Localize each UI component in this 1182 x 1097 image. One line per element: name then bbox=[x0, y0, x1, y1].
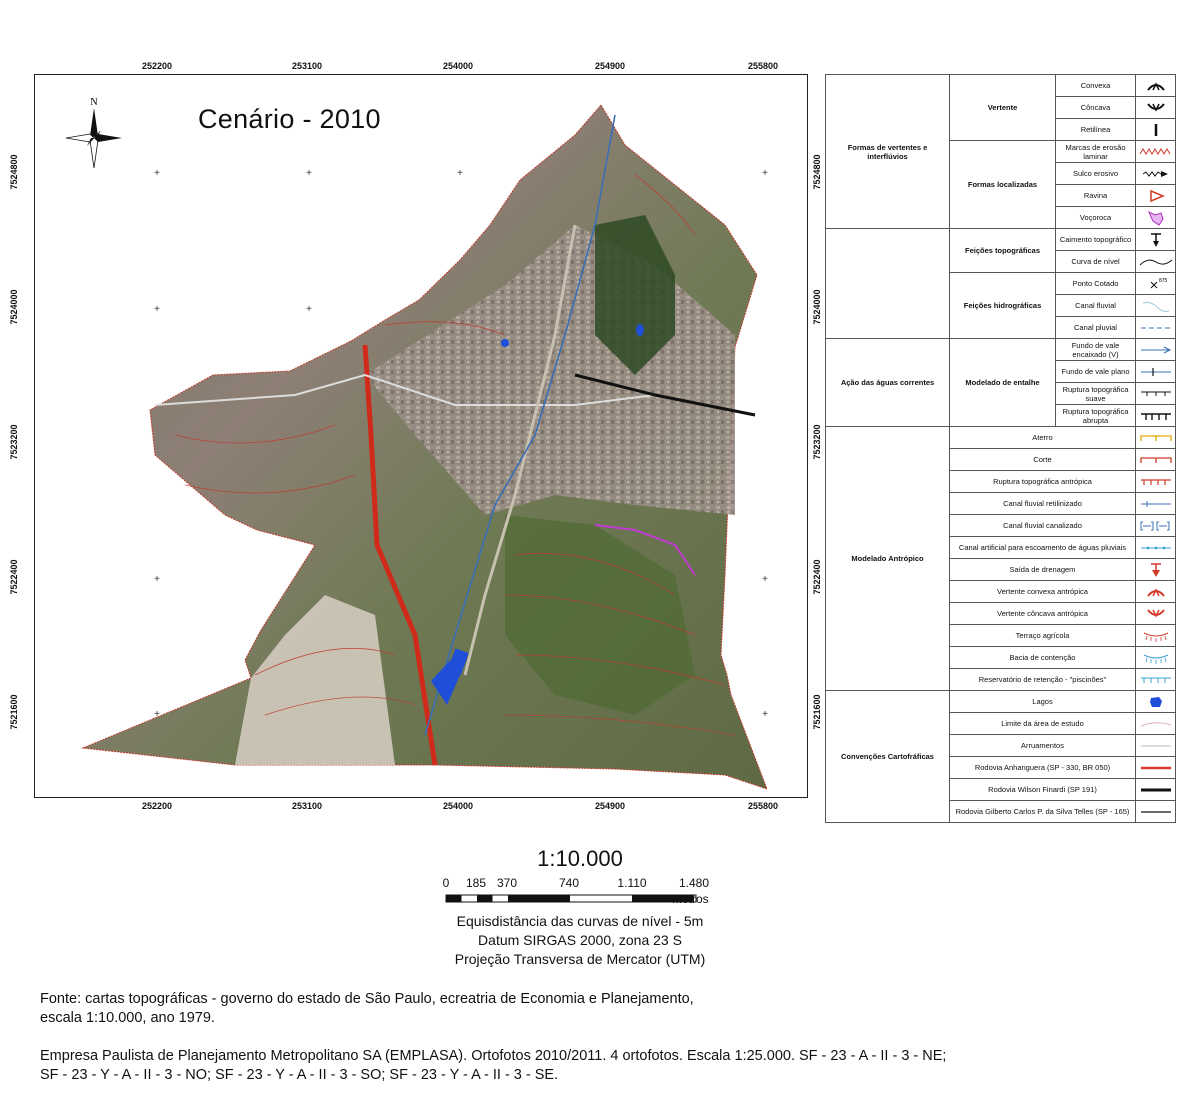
legend-item-label: Ruptura topográfica abrupta bbox=[1056, 405, 1136, 427]
y-tick-label: 7524000 bbox=[9, 289, 19, 325]
slope-direction-icon bbox=[1136, 229, 1176, 251]
scale-tick-label: 1.480 bbox=[678, 876, 710, 890]
lake bbox=[501, 339, 509, 347]
soft-break-icon bbox=[1136, 383, 1176, 405]
grid-mark: + bbox=[154, 709, 160, 720]
gully-icon bbox=[1136, 207, 1176, 229]
legend-item-label: Voçoroca bbox=[1056, 207, 1136, 229]
anthropic-break-icon bbox=[1136, 471, 1176, 493]
wilson-line-icon bbox=[1136, 779, 1176, 801]
source-text bbox=[40, 990, 1160, 1085]
y-tick-label: 7522400 bbox=[812, 559, 822, 595]
scale-tick-label: 0 bbox=[442, 876, 450, 890]
laminar-erosion-icon bbox=[1136, 141, 1176, 163]
y-tick-label: 7522400 bbox=[9, 559, 19, 595]
anhanguera-line-icon bbox=[1136, 757, 1176, 779]
x-tick-label: 254900 bbox=[594, 61, 626, 71]
landfill-icon bbox=[1136, 427, 1176, 449]
legend-item-label: Curva de nível bbox=[1056, 251, 1136, 273]
x-tick-label: 254900 bbox=[594, 801, 626, 811]
source-line: SF - 23 - Y - A - II - 3 - NO; SF - 23 - Y - A - II - 3 - SO; SF - 23 - Y - A - II - 3 - SE. bbox=[40, 1067, 559, 1083]
pluvial-channel-icon bbox=[1136, 317, 1176, 339]
legend-item-label: Rodovia Gilberto Carlos P. da Silva Telles (SP - 165) bbox=[950, 801, 1136, 823]
legend-item-label: Fundo de vale plano bbox=[1056, 361, 1136, 383]
note-line: Projeção Transversa de Mercator (UTM) bbox=[454, 951, 706, 967]
note-line: Equisdistância das curvas de nível - 5m bbox=[456, 913, 704, 929]
legend-item-label: Retilínea bbox=[1056, 119, 1136, 141]
legend-item-label: Limite da área de estudo bbox=[950, 713, 1136, 735]
x-tick-label: 253100 bbox=[291, 61, 323, 71]
y-tick-label: 7523200 bbox=[9, 424, 19, 460]
x-tick-label: 252200 bbox=[141, 61, 173, 71]
legend-subcat-modelado-entalhe: Modelado de entalhe bbox=[950, 339, 1056, 427]
north-arrow-icon bbox=[63, 96, 125, 168]
legend-item-label: Rodovia Anhanguera (SP - 330, BR 050) bbox=[950, 757, 1136, 779]
x-tick-label: 253100 bbox=[291, 801, 323, 811]
agricultural-terrace-icon bbox=[1136, 625, 1176, 647]
legend-item-label: Canal pluvial bbox=[1056, 317, 1136, 339]
ravine-icon bbox=[1136, 185, 1176, 207]
legend-item-label: Vertente convexa antrópica bbox=[950, 581, 1136, 603]
grid-mark: + bbox=[154, 168, 160, 179]
field-area bbox=[235, 595, 395, 765]
channelized-icon bbox=[1136, 515, 1176, 537]
legend-item-label: Côncava bbox=[1056, 97, 1136, 119]
source-line: Empresa Paulista de Planejamento Metropolitano SA (EMPLASA). Ortofotos 2010/2011. 4 ortofotos. Escala 1:25.000. SF - 23 - A - II - 3 - NE; bbox=[40, 1048, 947, 1064]
north-label: N bbox=[90, 97, 98, 108]
legend-item-label: Aterro bbox=[950, 427, 1136, 449]
v-valley-icon bbox=[1136, 339, 1176, 361]
scale-bar-graphic bbox=[444, 892, 704, 904]
map-title: Cenário - 2010 bbox=[198, 104, 381, 134]
legend-subcat-vertente: Vertente bbox=[950, 75, 1056, 141]
x-tick-label: 255800 bbox=[747, 801, 779, 811]
lake-icon bbox=[1136, 691, 1176, 713]
legend-spacer bbox=[826, 317, 950, 339]
contour-line-icon bbox=[1136, 251, 1176, 273]
drainage-outlet-icon bbox=[1136, 559, 1176, 581]
lake bbox=[636, 324, 644, 336]
reservoir-icon bbox=[1136, 669, 1176, 691]
legend-subcat-feicoes-topo: Feições topográficas bbox=[950, 229, 1056, 273]
source-line: Fonte: cartas topográficas - governo do estado de São Paulo, ecreatria de Economia e Planejamento, bbox=[40, 991, 694, 1007]
legend-table bbox=[825, 74, 1176, 823]
scale-tick-label: 740 bbox=[558, 876, 580, 890]
scale-units: Metros bbox=[672, 892, 709, 906]
x-tick-label: 252200 bbox=[141, 801, 173, 811]
legend-subcat-feicoes-hidro: Feições hidrográficas bbox=[950, 273, 1056, 339]
legend-spacer bbox=[826, 229, 950, 251]
legend-item-label: Canal fluvial canalizado bbox=[950, 515, 1136, 537]
legend-cat-formas-vertentes: Formas de vertentes e interflúvios bbox=[826, 75, 950, 229]
grid-mark: + bbox=[306, 304, 312, 315]
legend-item-label: Canal artificial para escoamento de águas pluviais bbox=[950, 537, 1136, 559]
y-tick-label: 7523200 bbox=[812, 424, 822, 460]
y-tick-label: 7524800 bbox=[812, 154, 822, 190]
legend-item-label: Ravina bbox=[1056, 185, 1136, 207]
y-tick-label: 7521600 bbox=[812, 694, 822, 730]
legend-cat-modelado-antropico: Modelado Antrópico bbox=[826, 427, 950, 691]
legend-item-label: Rodovia Wilson Finardi (SP 191) bbox=[950, 779, 1136, 801]
erosion-furrow-icon bbox=[1136, 163, 1176, 185]
legend-item-label: Fundo de vale encaixado (V) bbox=[1056, 339, 1136, 361]
grid-mark: + bbox=[154, 574, 160, 585]
scale-tick-label: 1.110 bbox=[617, 876, 647, 890]
legend-item-label: Corte bbox=[950, 449, 1136, 471]
scale-tick-label: 185 bbox=[465, 876, 487, 890]
flat-valley-icon bbox=[1136, 361, 1176, 383]
map-canvas bbox=[35, 75, 807, 797]
source-spacer bbox=[40, 1028, 1160, 1047]
abrupt-break-icon bbox=[1136, 405, 1176, 427]
source-line: escala 1:10.000, ano 1979. bbox=[40, 1010, 215, 1026]
legend-item-label: Canal fluvial bbox=[1056, 295, 1136, 317]
anthropic-convex-icon bbox=[1136, 581, 1176, 603]
legend-spacer bbox=[826, 251, 950, 273]
legend-item-label: Ruptura topográfica suave bbox=[1056, 383, 1136, 405]
scale-ratio: 1:10.000 bbox=[537, 846, 623, 871]
legend-item-label: Canal fluvial retilinizado bbox=[950, 493, 1136, 515]
fluvial-channel-icon bbox=[1136, 295, 1176, 317]
x-tick-label: 255800 bbox=[747, 61, 779, 71]
grid-mark: + bbox=[306, 168, 312, 179]
y-tick-label: 7524000 bbox=[812, 289, 822, 325]
legend-cat-convencoes: Convenções Cartofráficas bbox=[826, 691, 950, 823]
grid-mark: + bbox=[762, 709, 768, 720]
convex-slope-icon bbox=[1136, 75, 1176, 97]
y-tick-label: 7524800 bbox=[9, 154, 19, 190]
legend-item-label: Ponto Cotado bbox=[1056, 273, 1136, 295]
grid-mark: + bbox=[762, 574, 768, 585]
legend bbox=[825, 74, 1175, 816]
y-tick-label: 7521600 bbox=[9, 694, 19, 730]
legend-spacer bbox=[826, 273, 950, 295]
legend-cat-acao-aguas: Ação das águas correntes bbox=[826, 339, 950, 427]
grid-mark: + bbox=[457, 168, 463, 179]
gilberto-line-icon bbox=[1136, 801, 1176, 823]
anthropic-concave-icon bbox=[1136, 603, 1176, 625]
legend-item-label: Vertente côncava antrópica bbox=[950, 603, 1136, 625]
legend-item-label: Terraço agrícola bbox=[950, 625, 1136, 647]
legend-spacer bbox=[826, 295, 950, 317]
concave-slope-icon bbox=[1136, 97, 1176, 119]
straight-slope-icon bbox=[1136, 119, 1176, 141]
x-tick-label: 254000 bbox=[442, 61, 474, 71]
legend-item-label: Arruamentos bbox=[950, 735, 1136, 757]
map-notes bbox=[0, 912, 1160, 969]
note-line: Datum SIRGAS 2000, zona 23 S bbox=[478, 932, 682, 948]
legend-item-label: Lagos bbox=[950, 691, 1136, 713]
scale-tick-label: 370 bbox=[496, 876, 518, 890]
scale-bar bbox=[440, 876, 750, 908]
legend-subcat-formas-localizadas: Formas localizadas bbox=[950, 141, 1056, 229]
study-boundary-icon bbox=[1136, 713, 1176, 735]
legend-item-label: Sulco erosivo bbox=[1056, 163, 1136, 185]
retention-basin-icon bbox=[1136, 647, 1176, 669]
grid-mark: + bbox=[154, 304, 160, 315]
legend-item-label: Saída de drenagem bbox=[950, 559, 1136, 581]
cut-icon bbox=[1136, 449, 1176, 471]
straightened-channel-icon bbox=[1136, 493, 1176, 515]
artificial-channel-icon bbox=[1136, 537, 1176, 559]
legend-item-label: Ruptura topográfica antrópica bbox=[950, 471, 1136, 493]
svg-text:875: 875 bbox=[1158, 277, 1167, 284]
legend-item-label: Caimento topográfico bbox=[1056, 229, 1136, 251]
legend-item-label: Bacia de contenção bbox=[950, 647, 1136, 669]
legend-item-label: Convexa bbox=[1056, 75, 1136, 97]
spot-height-icon bbox=[1136, 273, 1176, 295]
legend-item-label: Reservatório de retenção - "piscinões" bbox=[950, 669, 1136, 691]
x-tick-label: 254000 bbox=[442, 801, 474, 811]
street-line-icon bbox=[1136, 735, 1176, 757]
grid-mark: + bbox=[762, 168, 768, 179]
legend-item-label: Marcas de erosão laminar bbox=[1056, 141, 1136, 163]
map-frame bbox=[34, 74, 808, 798]
